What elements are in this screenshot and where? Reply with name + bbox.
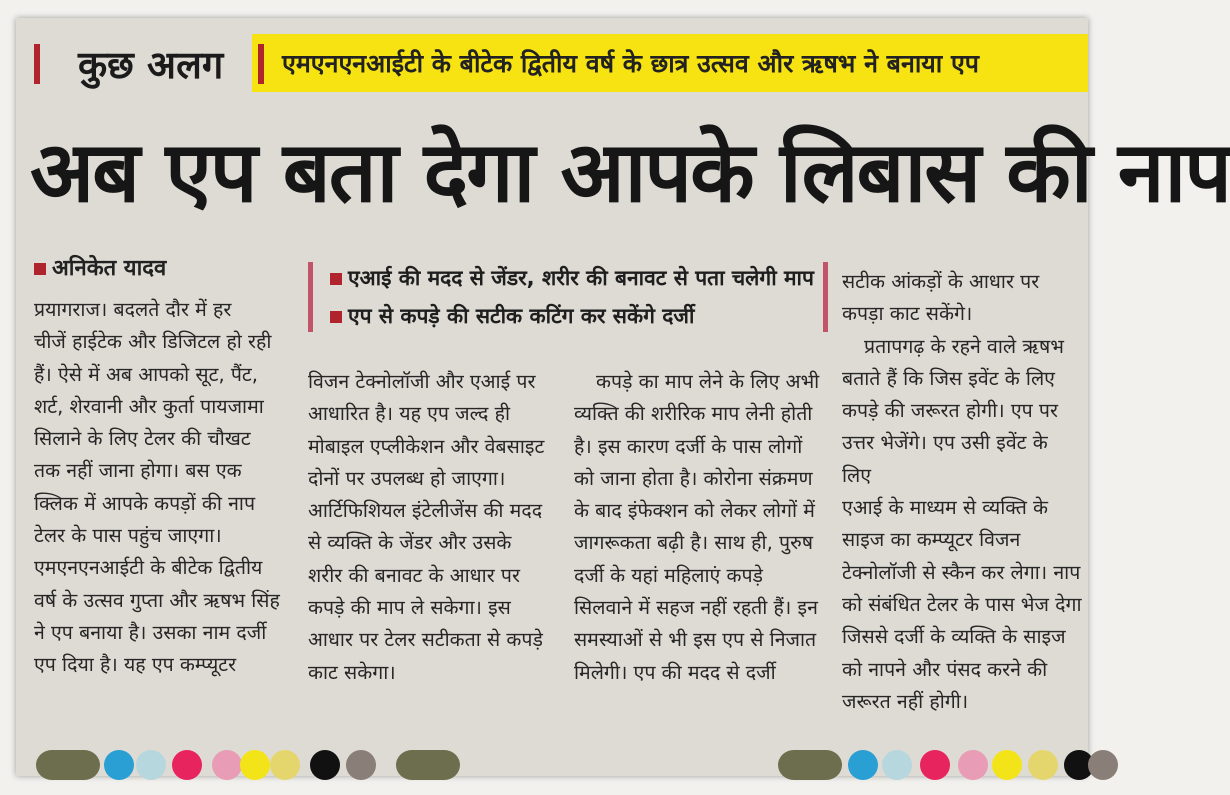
article-line: जागरूकता बढ़ी है। साथ ही, पुरुष bbox=[574, 531, 813, 555]
registration-dot bbox=[778, 750, 842, 780]
article-line: हैं। ऐसे में अब आपको सूट, पैंट, bbox=[34, 362, 258, 386]
article-line: है। इस कारण दर्जी के पास लोगों bbox=[574, 434, 803, 458]
article-line: साइज का कम्प्यूटर विजन bbox=[842, 528, 1021, 552]
section-label: कुछ अलग bbox=[78, 42, 224, 87]
registration-dot bbox=[1088, 750, 1118, 780]
article-line: को संबंधित टेलर के पास भेज देगा bbox=[842, 592, 1082, 616]
registration-dot bbox=[882, 750, 912, 780]
article-line: एमएनएनआईटी के बीटेक द्वितीय bbox=[34, 556, 263, 580]
article-line: टेक्नोलॉजी से स्कैन कर लेगा। नाप bbox=[842, 560, 1081, 584]
registration-dot bbox=[212, 750, 242, 780]
article-line: दर्जी के यहां महिलाएं कपड़े bbox=[574, 563, 763, 587]
article-line: के बाद इंफेक्शन को लेकर लोगों में bbox=[574, 499, 815, 523]
article-line: उत्तर भेजेंगे। एप उसी इवेंट के लिए bbox=[842, 431, 1048, 487]
headline: अब एप बता देगा आपके लिबास की नाप bbox=[30, 123, 1230, 221]
article-line: बताते हैं कि जिस इवेंट के लिए bbox=[842, 366, 1055, 390]
article-column-4 bbox=[842, 266, 1082, 718]
article-line: व्यक्ति की शरीरिक माप लेनी होती bbox=[574, 402, 813, 426]
article-line: वर्ष के उत्सव गुप्ता और ऋषभ सिंह bbox=[34, 588, 280, 612]
registration-dot bbox=[848, 750, 878, 780]
article-line: सिलवाने में सहज नहीं रहती हैं। इन bbox=[574, 596, 818, 620]
article-line: शरीर की बनावट के आधार पर bbox=[308, 563, 520, 587]
article-line: शर्ट, शेरवानी और कुर्ता पायजामा bbox=[34, 394, 264, 418]
article-line: आधारित है। यह एप जल्द ही bbox=[308, 402, 511, 426]
bullet-marker bbox=[330, 273, 342, 285]
highlight-item: एप से कपड़े की सटीक कटिंग कर सकेंगे दर्जी bbox=[330, 302, 694, 330]
article-line: से व्यक्ति के जेंडर और उसके bbox=[308, 531, 512, 555]
article-line: एआई के माध्यम से व्यक्ति के bbox=[842, 496, 1049, 520]
article-line: को नापने और पंसद करने की bbox=[842, 657, 1048, 681]
registration-dot bbox=[104, 750, 134, 780]
article-line: समस्याओं से भी इस एप से निजात bbox=[574, 628, 817, 652]
article-line: आर्टिफिशियल इंटेलीजेंस की मदद bbox=[308, 499, 543, 523]
registration-dot bbox=[136, 750, 166, 780]
article-column-3 bbox=[574, 366, 836, 689]
article-line: कपड़े की जरूरत होगी। एप पर bbox=[842, 399, 1058, 423]
article-line: काट सकेगा। bbox=[308, 660, 396, 684]
article-line: एप दिया है। यह एप कम्प्यूटर bbox=[34, 653, 237, 677]
registration-dot bbox=[240, 750, 270, 780]
article-line: जरूरत नहीं होगी। bbox=[842, 689, 969, 713]
strapline: एमएनएनआईटी के बीटेक द्वितीय वर्ष के छात्र उत्सव और ऋषभ ने बनाया एप bbox=[282, 49, 979, 78]
registration-dot bbox=[172, 750, 202, 780]
article-column-2 bbox=[308, 366, 570, 689]
registration-dot bbox=[270, 750, 300, 780]
bullet-marker bbox=[330, 311, 342, 323]
section-header bbox=[16, 34, 1088, 92]
article-line: मोबाइल एप्लीकेशन और वेबसाइट bbox=[308, 434, 545, 458]
article-line: दोनों पर उपलब्ध हो जाएगा। bbox=[308, 466, 506, 490]
article-line: ने एप बनाया है। उसका नाम दर्जी bbox=[34, 620, 267, 644]
section-marker bbox=[34, 44, 40, 84]
highlights-box bbox=[308, 254, 828, 338]
registration-color-bar bbox=[16, 738, 1088, 776]
strapline-band bbox=[252, 34, 1088, 92]
strap-marker bbox=[258, 44, 264, 84]
highlight-item: एआई की मदद से जेंडर, शरीर की बनावट से पता चलेगी माप bbox=[330, 264, 814, 292]
article-line: को जाना होता है। कोरोना संक्रमण bbox=[574, 466, 813, 490]
article-line: क्लिक में आपके कपड़ों की नाप bbox=[34, 491, 256, 515]
registration-dot bbox=[396, 750, 460, 780]
registration-dot bbox=[992, 750, 1022, 780]
highlight-bar-left bbox=[308, 262, 313, 332]
article-line: तक नहीं जाना होगा। बस एक bbox=[34, 459, 242, 483]
article-line: टेलर के पास पहुंच जाएगा। bbox=[34, 524, 222, 548]
byline-author: अनिकेत यादव bbox=[52, 256, 167, 281]
article-line: मिलेगी। एप की मदद से दर्जी bbox=[574, 660, 776, 684]
article-line: आधार पर टेलर सटीकता से कपड़े bbox=[308, 628, 543, 652]
registration-dot bbox=[958, 750, 988, 780]
article-line: प्रतापगढ़ के रहने वाले ऋषभ bbox=[864, 334, 1064, 358]
registration-dot bbox=[346, 750, 376, 780]
article-line: सिलाने के लिए टेलर की चौखट bbox=[34, 427, 251, 451]
newspaper-clipping bbox=[16, 18, 1230, 776]
article-line: कपड़ा काट सकेंगे। bbox=[842, 302, 973, 326]
registration-dot bbox=[36, 750, 100, 780]
byline bbox=[34, 252, 166, 282]
article-line: जिससे दर्जी के व्यक्ति के साइज bbox=[842, 625, 1066, 649]
article-line: चीजें हाईटेक और डिजिटल हो रही bbox=[34, 330, 272, 354]
article-line: सटीक आंकड़ों के आधार पर bbox=[842, 270, 1040, 293]
article-line: कपड़े का माप लेने के लिए अभी bbox=[596, 370, 820, 393]
highlight-bar-right bbox=[823, 262, 828, 332]
article-line: कपड़े की माप ले सकेगा। इस bbox=[308, 596, 511, 620]
registration-dot bbox=[920, 750, 950, 780]
article-line: प्रयागराज। बदलते दौर में हर bbox=[34, 298, 232, 321]
byline-marker bbox=[34, 263, 46, 275]
registration-dot bbox=[310, 750, 340, 780]
registration-dot bbox=[1028, 750, 1058, 780]
article-column-1 bbox=[34, 294, 296, 682]
article-line: विजन टेक्नोलॉजी और एआई पर bbox=[308, 370, 536, 393]
